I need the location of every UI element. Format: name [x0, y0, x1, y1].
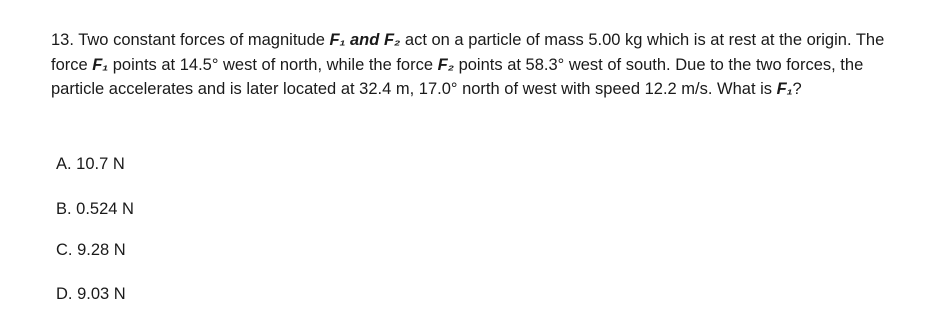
- force-f2-symbol: F₂: [383, 31, 401, 49]
- question-segment: points at 14.5° west of north, while the force: [108, 55, 438, 74]
- question-segment: points at 58.3° west of south. Due to the two forces, the particle accelerates and is later located at 32.4 m, 17.0° north of west with speed 12.2 m/s. What is: [51, 55, 864, 99]
- force-f1-symbol: F₁: [92, 55, 109, 74]
- force-f1-symbol: F₁: [776, 80, 793, 99]
- option-d[interactable]: D. 9.03 N: [56, 285, 126, 303]
- force-f2-symbol: F₂: [437, 55, 454, 74]
- question-segment: act on a particle of mass 5.00 kg which is at rest at the origin. The force: [51, 31, 885, 74]
- question-number: 13.: [51, 31, 74, 49]
- force-f1-symbol: F₁: [329, 31, 346, 49]
- and-word: and: [345, 31, 384, 49]
- option-a[interactable]: A. 10.7 N: [56, 155, 125, 173]
- question-segment: Two constant forces of magnitude: [73, 31, 330, 49]
- question-segment: ?: [792, 80, 802, 99]
- option-c[interactable]: C. 9.28 N: [56, 241, 126, 259]
- option-b[interactable]: B. 0.524 N: [56, 200, 134, 218]
- question-text: [51, 28, 911, 102]
